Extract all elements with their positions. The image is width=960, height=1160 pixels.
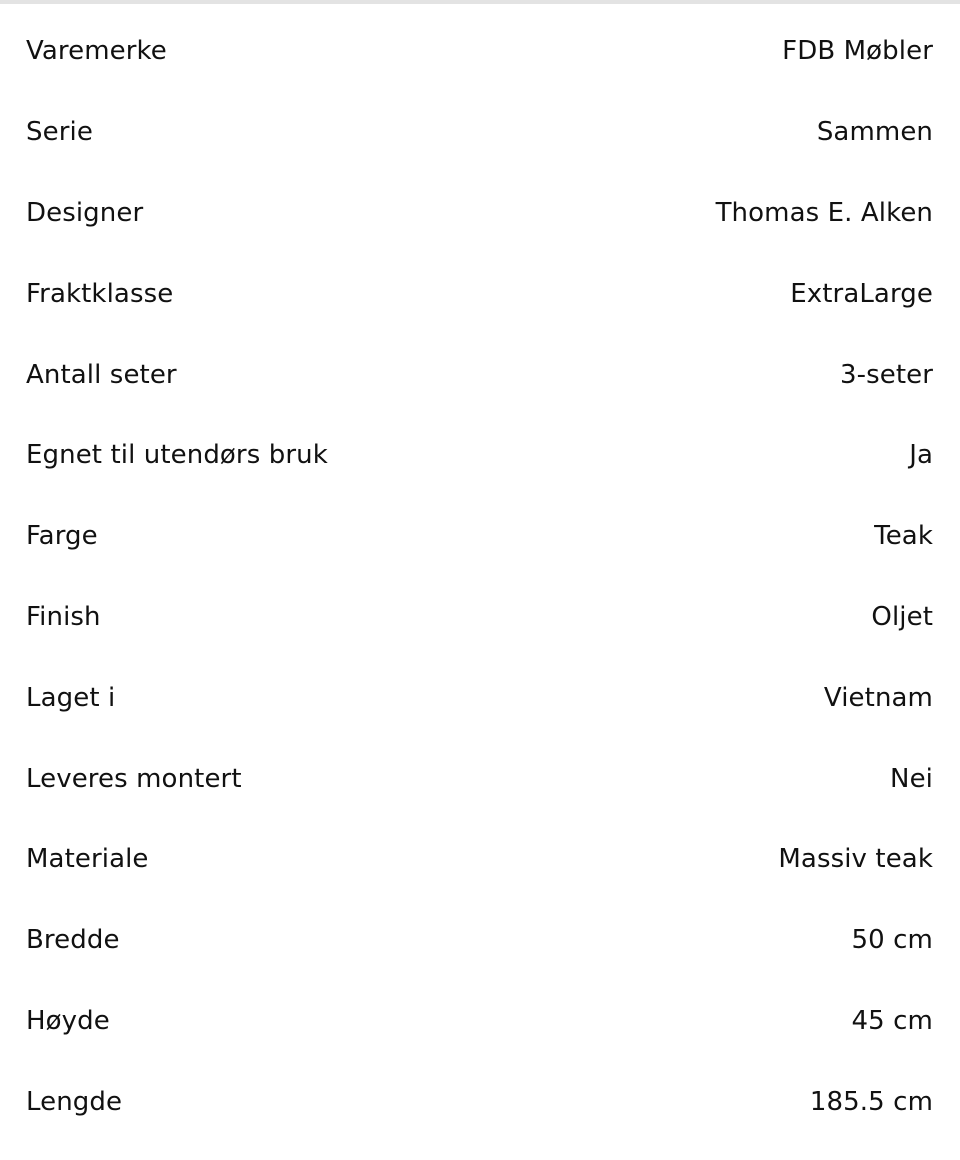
spec-label: Materiale	[26, 844, 149, 875]
spec-row-farge	[0, 496, 960, 577]
spec-value: ExtraLarge	[790, 278, 933, 309]
spec-row-bredde	[0, 900, 960, 981]
spec-value: 3-seter	[839, 359, 933, 390]
top-divider	[0, 0, 960, 4]
spec-row-materiale	[0, 819, 960, 900]
spec-row-varemerke	[0, 11, 960, 92]
spec-value: Vietnam	[823, 682, 933, 713]
spec-value: Oljet	[871, 601, 933, 632]
spec-label: Leveres montert	[26, 763, 242, 794]
spec-row-serie	[0, 92, 960, 173]
spec-label: Antall seter	[26, 359, 177, 390]
spec-label: Høyde	[26, 1005, 110, 1036]
spec-label: Lengde	[26, 1086, 123, 1117]
spec-label: Bredde	[26, 925, 120, 956]
spec-value: 45 cm	[851, 1005, 933, 1036]
spec-label: Farge	[26, 521, 98, 552]
spec-value: Sammen	[816, 117, 933, 148]
spec-row-hoyde	[0, 981, 960, 1062]
spec-label: Serie	[26, 117, 93, 148]
spec-value: 185.5 cm	[809, 1086, 933, 1117]
spec-value: Teak	[874, 521, 933, 552]
spec-row-antall-seter	[0, 334, 960, 415]
spec-value: Nei	[890, 763, 933, 794]
spec-row-laget-i	[0, 657, 960, 738]
spec-row-fraktklasse	[0, 253, 960, 334]
spec-label: Varemerke	[26, 36, 167, 67]
product-spec-list	[0, 11, 960, 1142]
spec-value: Thomas E. Alken	[715, 197, 933, 228]
spec-label: Laget i	[26, 682, 116, 713]
spec-label: Egnet til utendørs bruk	[26, 440, 328, 471]
spec-row-leveres-montert	[0, 738, 960, 819]
spec-row-lengde	[0, 1061, 960, 1142]
spec-row-designer	[0, 173, 960, 254]
spec-label: Designer	[26, 197, 144, 228]
spec-value: FDB Møbler	[782, 36, 933, 67]
spec-row-finish	[0, 577, 960, 658]
spec-label: Fraktklasse	[26, 278, 174, 309]
spec-value: Ja	[909, 440, 933, 471]
spec-value: Massiv teak	[778, 844, 933, 875]
spec-row-utendors-bruk	[0, 415, 960, 496]
spec-label: Finish	[26, 601, 101, 632]
spec-value: 50 cm	[851, 925, 933, 956]
